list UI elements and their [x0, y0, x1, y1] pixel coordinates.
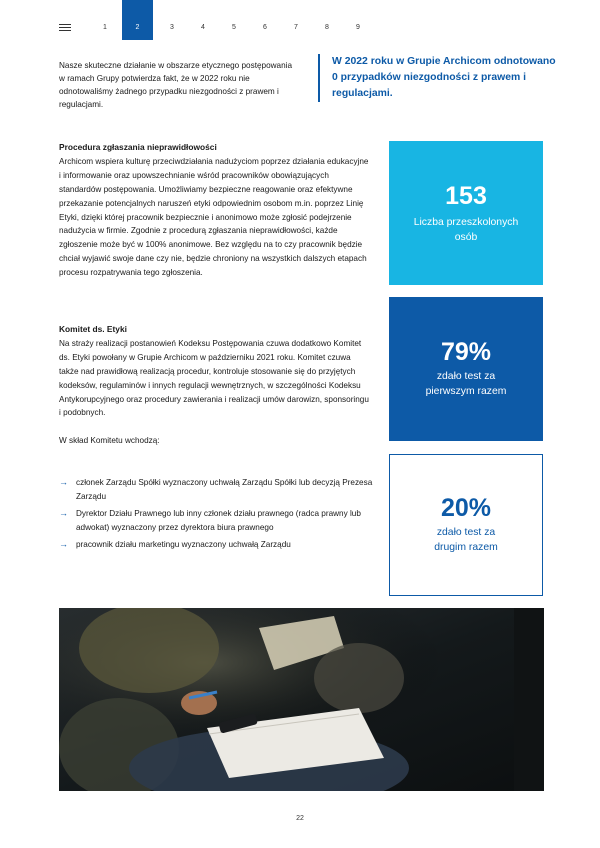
page-navigation [0, 0, 600, 40]
nav-page-6[interactable]: 6 [263, 24, 267, 31]
arrow-right-icon: → [59, 477, 68, 487]
arrow-right-icon: → [59, 508, 68, 518]
highlight-text: W 2022 roku w Grupie Archicom odnotowano 0 przypadków niezgodności z prawem i regulacjami. [332, 56, 556, 99]
nav-page-5[interactable]: 5 [232, 24, 236, 31]
stat-value: 153 [445, 182, 487, 210]
stat-label: zdało test za pierwszym razem [425, 371, 507, 397]
photo-illustration [59, 608, 544, 791]
list-item: → członek Zarządu Spółki wyznaczony uchwałą Zarządu Spółki lub decyzją Prezesa Zarządu [59, 477, 373, 501]
highlight-callout [318, 54, 562, 102]
nav-page-8[interactable]: 8 [325, 24, 329, 31]
nav-page-7[interactable]: 7 [294, 24, 298, 31]
stat-trained-people [389, 141, 543, 285]
list-item: → Dyrektor Działu Prawnego lub inny członek działu prawnego (radca prawny lub adwokat) wyznaczony przez dyrektora biura prawnego [59, 508, 361, 532]
menu-icon[interactable] [59, 24, 71, 31]
section-body: Na straży realizacji postanowień Kodeksu Postępowania czuwa dodatkowo Komitet ds. Etyki powołany w Grupie Archicom w październiku 2021 roku. Komitet czuwa także nad prawidłową realizacją procedur, kontroluje stosowanie się do przyjętych kodeksów, regulaminów i innych regulacji wewnętrznych, w szczególności Kodeksu Antykorupcyjnego oraz procedury zawierania i realizacji umów darowizn, sponsoringu i podobnych. [59, 338, 369, 418]
training-photo [59, 608, 544, 791]
page-number: 22 [296, 815, 304, 822]
stat-value: 79% [440, 338, 492, 366]
section-body: Archicom wspiera kulturę przeciwdziałania nadużyciom poprzez działania edukacyjne i informowanie oraz upowszechnianie wśród pracowników obowiązujących standardów postępowania. Umożliwiamy bezpieczne reagowanie oraz efektywne przekazanie potencjalnych naruszeń etyki odpowiednim osobom m.in. poprzez Linię Etyki, dzięki której pracownik bezpiecznie i anonimowo może zgłosić podejrzenie nadużycia w firmie. Zgodnie z procedurą zgłaszania nieprawidłowości, każde zgłoszenie może być w 100% anonimowe. Bez względu na to czy pracownik będzie chciał wyjawić swoje dane czy nie, będzie chroniony na wszystkich dalszych etapach procesu rozpatrywania tego zgłoszenia. [59, 156, 369, 278]
stat-label: zdało test za drugim razem [434, 527, 498, 553]
nav-page-2-active[interactable]: 2 [122, 0, 153, 40]
stat-passed-second [389, 454, 543, 596]
arrow-right-icon: → [59, 539, 68, 549]
section-reporting-procedure [59, 141, 371, 280]
stat-label: Liczba przeszkolonych osób [413, 217, 519, 243]
nav-page-4[interactable]: 4 [201, 24, 205, 31]
section-heading: Procedura zgłaszania nieprawidłowości [59, 142, 217, 152]
committee-lead: W skład Komitetu wchodzą: [59, 436, 160, 446]
nav-page-3[interactable]: 3 [170, 24, 174, 31]
list-item: → pracownik działu marketingu wyznaczony uchwałą Zarządu [59, 538, 379, 552]
stat-value: 20% [440, 494, 492, 522]
section-ethics-committee [59, 323, 371, 448]
stat-passed-first [389, 297, 543, 441]
committee-members-list [59, 476, 379, 556]
intro-paragraph: Nasze skuteczne działanie w obszarze etycznego postępowania w ramach Grupy potwierdza fakt, że w 2022 roku nie odnotowaliśmy żadnego przypadku niezgodności z prawem i regulacjami. [59, 61, 293, 109]
nav-page-1[interactable]: 1 [103, 24, 107, 31]
nav-page-9[interactable]: 9 [356, 24, 360, 31]
section-heading: Komitet ds. Etyki [59, 324, 127, 334]
